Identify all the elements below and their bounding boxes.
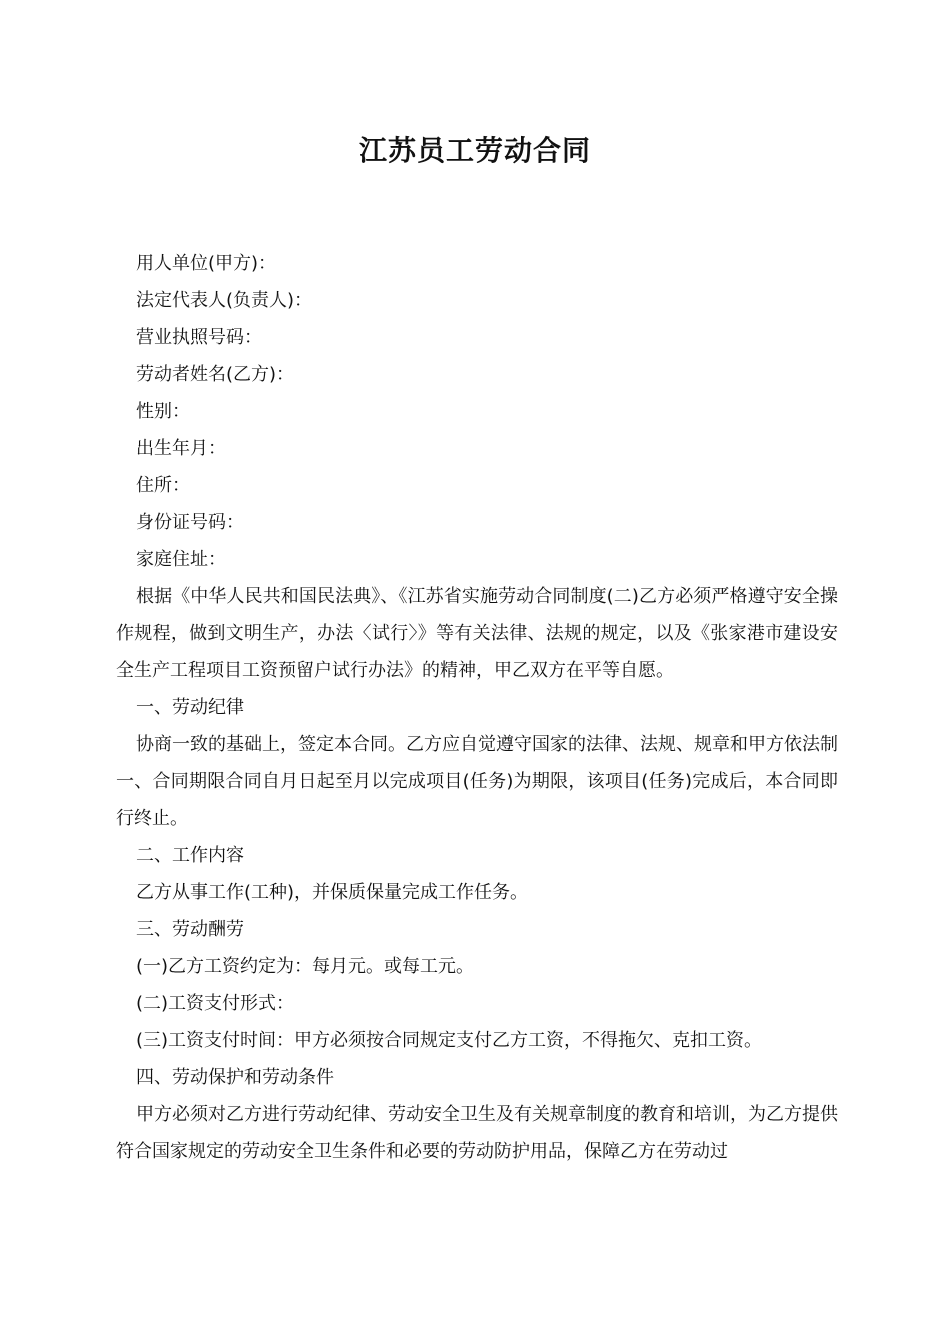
birth-field: 出生年月：: [136, 438, 226, 459]
section-paragraph: 协商一致的基础上，签定本合同。乙方应自觉遵守国家的法律、法规、规章和甲方依法制一、合同期限合同自月日起至月以完成项目(任务)为期限，该项目(任务)完成后，本合同即行终止。: [116, 734, 838, 829]
intro-paragraph: 根据《中华人民共和国民法典》、《江苏省实施劳动合同制度(二)乙方必须严格遵守安全操作规程，做到文明生产，办法〈试行〉》等有关法律、法规的规定，以及《张家港市建设安全生产工程项目工资预留户试行办法》的精神，甲乙双方在平等自愿。: [116, 586, 838, 681]
section-paragraph: 乙方从事工作(工种)，并保质保量完成工作任务。: [136, 882, 529, 903]
section-heading: 二、工作内容: [136, 845, 244, 866]
home-address-field: 家庭住址：: [136, 549, 226, 570]
license-no-field: 营业执照号码：: [136, 327, 262, 348]
section-paragraph: 甲方必须对乙方进行劳动纪律、劳动安全卫生及有关规章制度的教育和培训，为乙方提供符合国家规定的劳动安全卫生条件和必要的劳动防护用品，保障乙方在劳动过: [116, 1104, 838, 1162]
worker-name-field: 劳动者姓名(乙方)：: [136, 364, 295, 385]
document-body: [116, 245, 838, 1170]
residence-field: 住所：: [136, 475, 190, 496]
employer-field: 用人单位(甲方)：: [136, 253, 277, 274]
wage-item: (二)工资支付形式：: [136, 993, 295, 1014]
gender-field: 性别：: [136, 401, 190, 422]
legal-rep-field: 法定代表人(负责人)：: [136, 290, 313, 311]
section-heading: 一、劳动纪律: [136, 697, 244, 718]
document-title: 江苏员工劳动合同: [358, 134, 591, 167]
section-heading: 四、劳动保护和劳动条件: [136, 1067, 334, 1088]
wage-item: (一)乙方工资约定为：每月元。或每工元。: [136, 956, 475, 977]
wage-item: (三)工资支付时间：甲方必须按合同规定支付乙方工资，不得拖欠、克扣工资。: [136, 1030, 763, 1051]
id-no-field: 身份证号码：: [136, 512, 244, 533]
section-heading: 三、劳动酬劳: [136, 919, 244, 940]
